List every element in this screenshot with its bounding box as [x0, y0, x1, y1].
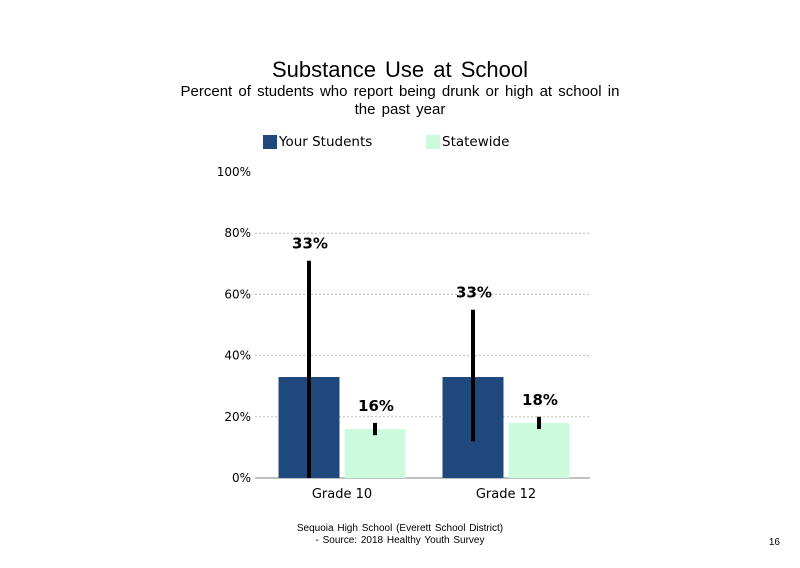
- y-tick-label: 80%: [224, 226, 251, 241]
- legend-label-your-students: Your Students: [279, 134, 373, 150]
- x-category-label: Grade 10: [311, 487, 373, 502]
- y-tick-label: 20%: [224, 409, 251, 424]
- data-label-statewide: 16%: [358, 396, 394, 415]
- bar-statewide: [509, 423, 570, 478]
- chart-title: Substance Use at School: [271, 57, 529, 82]
- source-school: Sequoia High School (Everett School District): [296, 523, 504, 534]
- y-tick-label: 0%: [231, 471, 251, 485]
- data-label-your-students: 33%: [456, 283, 492, 302]
- source-survey: - Source: 2018 Healthy Youth Survey: [315, 535, 485, 546]
- y-tick-label: 100%: [216, 165, 251, 179]
- chart-subtitle: Percent of students who report being drunk or high at school in the past year: [180, 83, 620, 118]
- y-tick-label: 60%: [224, 287, 251, 302]
- legend-label-statewide: Statewide: [442, 134, 510, 150]
- source-note: [240, 523, 560, 547]
- bar-statewide: [345, 429, 406, 478]
- x-category-label: Grade 12: [475, 487, 537, 502]
- page-number: 16: [768, 537, 780, 548]
- data-label-your-students: 33%: [292, 234, 328, 253]
- y-tick-label: 40%: [224, 348, 251, 363]
- data-label-statewide: 18%: [522, 390, 558, 409]
